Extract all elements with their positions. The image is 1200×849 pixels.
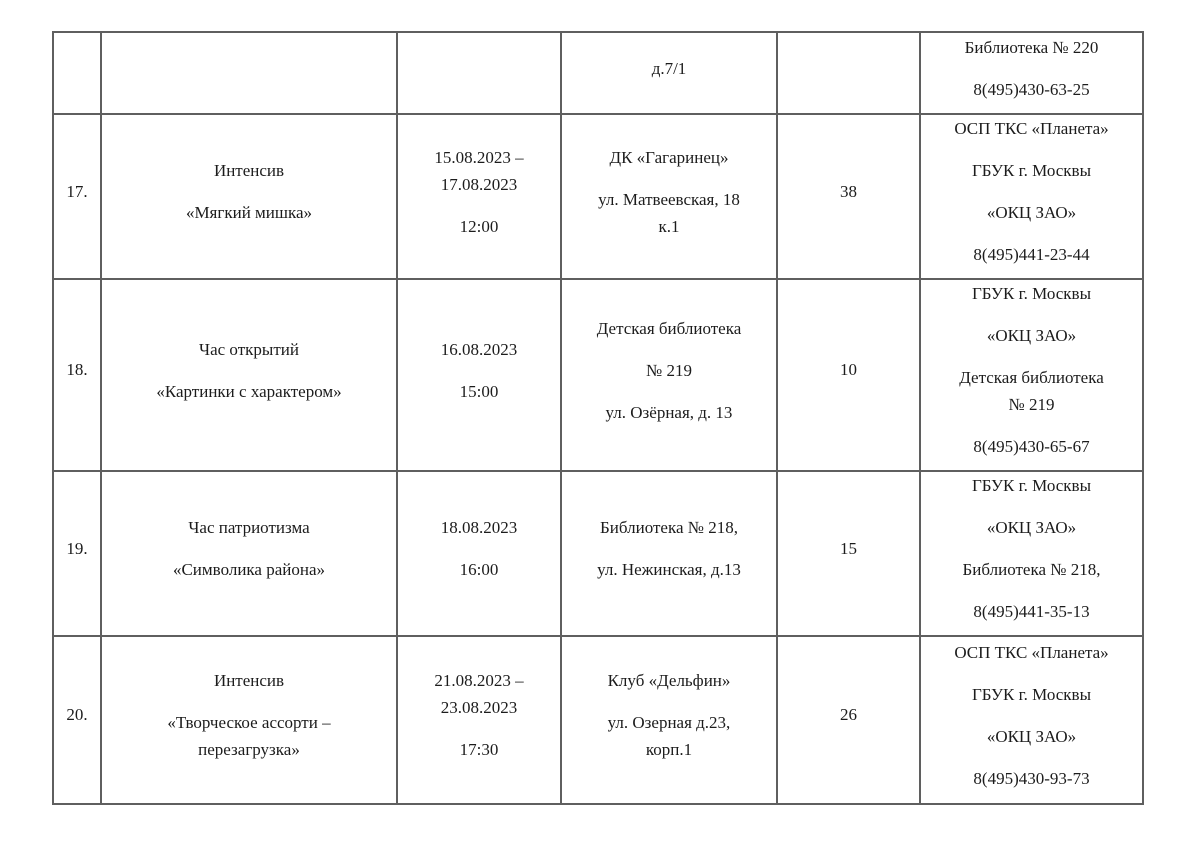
cell-number: 19. bbox=[53, 471, 101, 636]
cell-number: 20. bbox=[53, 636, 101, 804]
venue-address-line: к.1 bbox=[658, 216, 680, 236]
venue-address-line: ул. Озёрная, д. 13 bbox=[605, 402, 733, 422]
event-name-line: «Творческое ассорти – bbox=[167, 713, 331, 732]
cell-participants: 38 bbox=[777, 114, 920, 279]
event-type-line: Час открытий bbox=[199, 339, 299, 359]
time-line: 17:30 bbox=[459, 740, 499, 759]
cell-number bbox=[53, 32, 101, 114]
venue-address-line: ул. Матвеевская, 18 bbox=[598, 189, 740, 209]
organizer-line: Библиотека № 220 bbox=[964, 37, 1099, 57]
date-line: 18.08.2023 bbox=[440, 518, 518, 537]
date-line: 23.08.2023 bbox=[440, 698, 518, 717]
cell-event-title bbox=[101, 471, 397, 636]
event-name-line: «Картинки с характером» bbox=[156, 381, 342, 401]
event-type-line: Час патриотизма bbox=[188, 518, 310, 537]
date-line: 16.08.2023 bbox=[440, 339, 518, 359]
cell-number: 18. bbox=[53, 279, 101, 471]
venue-address-line: ул. Нежинская, д.13 bbox=[597, 560, 741, 579]
schedule-table bbox=[52, 31, 1144, 805]
venue-line: д.7/1 bbox=[651, 58, 687, 78]
event-name-line: «Символика района» bbox=[172, 560, 326, 579]
cell-datetime bbox=[397, 636, 561, 804]
venue-address-line: ул. Озерная д.23, bbox=[607, 713, 731, 732]
organizer-line: ГБУК г. Москвы bbox=[971, 284, 1092, 303]
cell-datetime bbox=[397, 279, 561, 471]
cell-event-title bbox=[101, 636, 397, 804]
event-name-line: «Мягкий мишка» bbox=[185, 203, 313, 222]
cell-event-title bbox=[101, 32, 397, 114]
event-type-line: Интенсив bbox=[213, 671, 285, 690]
table-row-19 bbox=[53, 471, 1143, 636]
cell-number: 17. bbox=[53, 114, 101, 279]
cell-organizer bbox=[920, 636, 1143, 804]
phone-number: 8(495)441-23-44 bbox=[973, 245, 1090, 264]
cell-organizer bbox=[920, 114, 1143, 279]
event-name-line: перезагрузка» bbox=[198, 740, 300, 759]
cell-datetime bbox=[397, 114, 561, 279]
venue-line: Клуб «Дельфин» bbox=[607, 671, 731, 690]
cell-event-title bbox=[101, 279, 397, 471]
cell-organizer bbox=[920, 279, 1143, 471]
cell-participants: 10 bbox=[777, 279, 920, 471]
date-line: 21.08.2023 – bbox=[434, 671, 524, 690]
event-type-line: Интенсив bbox=[213, 161, 285, 180]
cell-venue bbox=[561, 636, 777, 804]
cell-datetime bbox=[397, 471, 561, 636]
time-line: 12:00 bbox=[459, 216, 499, 236]
cell-venue bbox=[561, 114, 777, 279]
cell-venue bbox=[561, 32, 777, 114]
venue-line: ДК «Гагаринец» bbox=[609, 147, 729, 167]
time-line: 15:00 bbox=[459, 381, 499, 401]
cell-participants: 15 bbox=[777, 471, 920, 636]
organizer-line: Детская библиотека bbox=[959, 368, 1104, 387]
cell-venue bbox=[561, 279, 777, 471]
organizer-line: «ОКЦ ЗАО» bbox=[986, 203, 1077, 222]
venue-line: Библиотека № 218, bbox=[600, 518, 738, 537]
table-row-20 bbox=[53, 636, 1143, 804]
venue-line: Детская библиотека bbox=[596, 318, 742, 338]
time-line: 16:00 bbox=[459, 560, 499, 579]
organizer-line: ОСП ТКС «Планета» bbox=[954, 119, 1109, 138]
organizer-line: ГБУК г. Москвы bbox=[971, 476, 1092, 495]
cell-organizer bbox=[920, 32, 1143, 114]
organizer-line: «ОКЦ ЗАО» bbox=[986, 726, 1077, 746]
organizer-line: «ОКЦ ЗАО» bbox=[986, 518, 1077, 537]
date-line: 17.08.2023 bbox=[440, 174, 518, 194]
table-row-17 bbox=[53, 114, 1143, 279]
cell-venue bbox=[561, 471, 777, 636]
phone-number: 8(495)430-65-67 bbox=[973, 437, 1090, 456]
organizer-line: № 219 bbox=[1008, 395, 1055, 414]
cell-organizer bbox=[920, 471, 1143, 636]
cell-event-title bbox=[101, 114, 397, 279]
cell-datetime bbox=[397, 32, 561, 114]
table-row-continuation bbox=[53, 32, 1143, 114]
venue-line: № 219 bbox=[646, 360, 692, 380]
cell-participants: 26 bbox=[777, 636, 920, 804]
organizer-line: ГБУК г. Москвы bbox=[971, 684, 1092, 704]
date-line: 15.08.2023 – bbox=[434, 147, 524, 167]
phone-number: 8(495)441-35-13 bbox=[973, 602, 1090, 621]
phone-number: 8(495)430-93-73 bbox=[973, 768, 1090, 788]
venue-address-line: корп.1 bbox=[645, 740, 693, 759]
organizer-line: ОСП ТКС «Планета» bbox=[954, 642, 1109, 662]
organizer-line: «ОКЦ ЗАО» bbox=[986, 326, 1077, 345]
organizer-line: Библиотека № 218, bbox=[962, 560, 1101, 579]
table-row-18 bbox=[53, 279, 1143, 471]
phone-number: 8(495)430-63-25 bbox=[973, 79, 1090, 99]
cell-participants bbox=[777, 32, 920, 114]
organizer-line: ГБУК г. Москвы bbox=[971, 161, 1092, 180]
